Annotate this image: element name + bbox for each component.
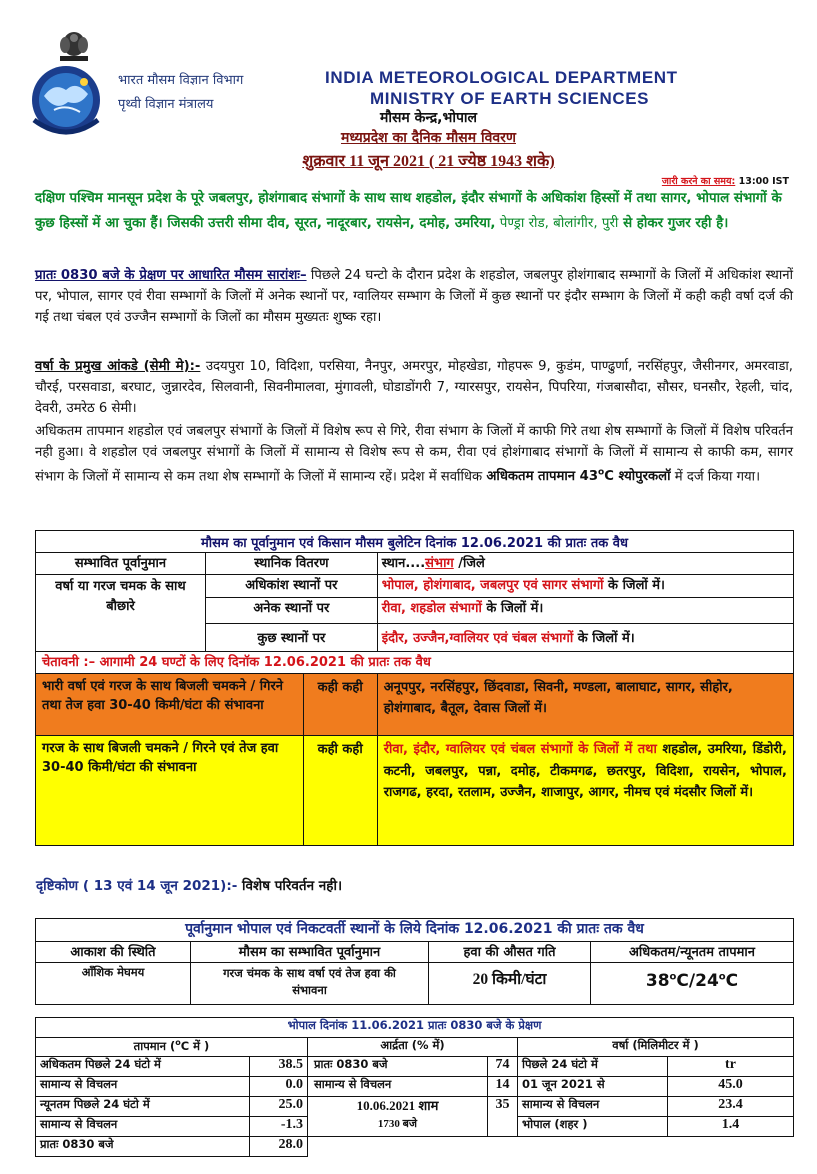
sky-value: आँशिक मेघमय [36, 963, 191, 1005]
ministry-name-english: MINISTRY OF EARTH SCIENCES [370, 89, 650, 108]
yellow-places-black: शहडोल, उमरिया, डिंडोरी, कटनी, जबलपुर, पन्ना, दमोह, टीकमगढ, छतरपुर, विदिशा, रायसेन, भोपाल, राजगढ, हरदा, रतलाम, उज्जैन, शाजापुर, आगर, नीमच एवं मंदसौर जिलों में। [383, 742, 787, 800]
dept-name-english: INDIA METEOROLOGICAL DEPARTMENT [325, 68, 678, 87]
bhopal-forecast-title: पूर्वानुमान भोपाल एवं निकटवर्ती स्थानों के लिये दिनांक 12.06.2021 की प्रातः तक वैध [36, 919, 794, 942]
yellow-places [377, 736, 793, 846]
obs-temp-value: -1.3 [250, 1117, 308, 1137]
bhopal-forecast-table [35, 918, 794, 1005]
forecast-place-3 [377, 624, 793, 652]
forecast-place-1-red: भोपाल, होशंगाबाद, जबलपुर एवं सागर संभागों [381, 578, 604, 593]
forecast-col-header-1: सम्भावित पूर्वानुमान [36, 553, 206, 575]
obs-rain-label: पिछले 24 घंटो में [518, 1057, 668, 1077]
forecast-place-1 [377, 575, 793, 598]
col3-division-label: संभाग [425, 556, 454, 571]
monsoon-end: से होकर गुजर रही है। [618, 216, 729, 231]
obs-temp-label: न्यूनतम पिछले 24 घंटो में [36, 1097, 250, 1117]
obs-rain-value: 23.4 [668, 1097, 794, 1117]
obs-humid-label: सामान्य से विचलन [308, 1077, 488, 1097]
obs-humid-label [308, 1097, 488, 1137]
deg-1: o [669, 971, 677, 983]
bulletin-title: मध्यप्रदेश का दैनिक मौसम विवरण [340, 130, 516, 146]
humidity-obs-header: आर्द्रता (% में) [308, 1038, 518, 1057]
obs-humid-evening-date: 10.06.2021 शाम [356, 1098, 439, 1113]
weather-summary [35, 265, 793, 328]
dept-name-hindi: भारत मौसम विज्ञान विभाग [118, 73, 244, 88]
obs-temp-label: सामान्य से विचलन [36, 1117, 250, 1137]
temp-value [591, 963, 794, 1005]
obs-temp-value: 25.0 [250, 1097, 308, 1117]
monsoon-status [35, 186, 793, 236]
rainfall-text: उदयपुरा 10, विदिशा, परसिया, नैनपुर, अमरपुर, मोहखेडा, गोहपरू 9, कुडंम, पाण्ढुर्णा, नरसिंहपुर, जैसीनगर, अमरवाडा, चौरई, परसवाडा, बरघाट, जुन्नारदेव, सिलवानी, सिवनीमालवा, मुंगावली, घोडाडोंगरी 7, ग्यारसपुर, रायसेन, पिपरिया, गंजबासौदा, सौसर, घनसौर, रेहली, चांद, देवरी, उमरेठ 6 सेमी। [35, 359, 793, 416]
orange-extent: कही कही [303, 674, 377, 736]
forecast-place-3-red: इंदौर, उज्जैन,ग्वालियर एवं चंबल संभागों [381, 631, 574, 646]
temperature-text: अधिकतम तापमान शहडोल एवं जबलपुर संभागों के जिलों में विशेष रूप से गिरे, रीवा संभाग के जिलों में काफी गिरे तथा शेष सम्भागों के जिलों में विशेष परिवर्तन नही हुआ। वे शहडोल एवं जबलपुर संभागों के जिलों में सामान्य से विशेष रूप से कम, रीवा एवं होशंगाबाद संभागों के जिलों में सामान्य से काफी कम, सागर संभाग के जिलों में सामान्य से कम तथा शेष सम्भागों के जिलों में सामान्य रहें। प्रदेश में सर्वाधिक [35, 424, 793, 485]
obs-humid-value: 35 [488, 1097, 518, 1137]
forecast-place-1-black: के जिलों में। [603, 578, 665, 593]
obs-rain-label: भोपाल (शहर ) [518, 1117, 668, 1137]
yellow-places-red: रीवा, इंदौर, ग्वालियर एवं चंबल संभागों के जिलों में तथा [383, 742, 657, 757]
temp-min: 24 [695, 971, 719, 991]
max-temp-place: C श्योपुरकलॉ [604, 469, 671, 485]
obs-rain-value: tr [668, 1057, 794, 1077]
obs-temp-label: सामान्य से विचलन [36, 1077, 250, 1097]
temperature-end: में दर्ज किया गया। [670, 469, 761, 485]
deg-2: o [718, 971, 726, 983]
wind-value: 20 किमी/घंटा [429, 963, 591, 1005]
forecast-dist-3: कुछ स्थानों पर [206, 624, 378, 652]
weather-header: मौसम का सम्भावित पूर्वानुमान [191, 942, 429, 963]
weather-value: गरज चंमक के साथ वर्षा एवं तेज हवा की संभावना [191, 963, 429, 1005]
obs-temp-value: 38.5 [250, 1057, 308, 1077]
col3-place-label: स्थान.... [381, 556, 426, 571]
forecast-dist-1: अधिकांश स्थानों पर [206, 575, 378, 598]
obs-humid-value: 74 [488, 1057, 518, 1077]
observation-title: भोपाल दिनांक 11.06.2021 प्रातः 0830 बजे के प्रेक्षण [36, 1018, 794, 1038]
obs-rain-label: 01 जून 2021 से [518, 1077, 668, 1097]
forecast-place-3-black: के जिलों में। [573, 631, 635, 646]
forecast-table [35, 530, 794, 846]
monsoon-places: पेण्ड्रा रोड, बोलांगीर, पुरी [495, 216, 619, 231]
centre-name: मौसम केन्द्र,भोपाल [379, 110, 478, 126]
temp-obs-header-text: तापमान ( [133, 1038, 176, 1053]
temp-obs-deg: o [175, 1038, 181, 1047]
outlook [36, 876, 342, 894]
temp-max: 38 [645, 971, 670, 991]
bulletin-date: शुक्रवार 11 जून 2021 ( 21 ज्येष्ठ 1943 शके) [302, 153, 555, 170]
issue-time-label: जारी करने का समय: [661, 176, 736, 187]
obs-rain-value: 45.0 [668, 1077, 794, 1097]
obs-temp-label: अधिकतम पिछले 24 घंटो में [36, 1057, 250, 1077]
summary-heading: प्रातः 0830 बजे के प्रेक्षण पर आधारित मौसम सारांशः– [35, 268, 307, 283]
yellow-extent: कही कही [303, 736, 377, 846]
observation-table [35, 1017, 794, 1157]
temp-header: अधिकतम/न्यूनतम तापमान [591, 942, 794, 963]
temp-obs-header-unit: C में ) [180, 1038, 210, 1053]
yellow-warning: गरज के साथ बिजली चमकने / गिरने एवं तेज हवा 30-40 किमी/घंटा की संभावना [36, 736, 304, 846]
degree-sign: o [598, 468, 605, 478]
outlook-text: विशेष परिवर्तन नही। [237, 878, 343, 894]
obs-rain-value: 1.4 [668, 1117, 794, 1137]
empty-cell [308, 1137, 794, 1157]
rain-obs-header: वर्षा (मिलिमीटर में ) [518, 1038, 794, 1057]
sky-header: आकाश की स्थिति [36, 942, 191, 963]
national-emblem-icon [54, 30, 94, 62]
forecast-col-header-2: स्थानिक वितरण [206, 553, 378, 575]
obs-temp-value: 0.0 [250, 1077, 308, 1097]
orange-places: अनूपपुर, नरसिंहपुर, छिंदवाडा, सिवनी, मण्डला, बालाघाट, सागर, सीहोर, होशंगाबाद, बैतूल, देवास जिलों में। [377, 674, 793, 736]
wind-header: हवा की औसत गति [429, 942, 591, 963]
forecast-dist-2: अनेक स्थानों पर [206, 598, 378, 624]
forecast-title: मौसम का पूर्वानुमान एवं किसान मौसम बुलेटिन दिनांक 12.06.2021 की प्रातः तक वैध [36, 531, 794, 553]
forecast-col-header-3 [377, 553, 793, 575]
ministry-name-hindi: पृथ्वी विज्ञान मंत्रालय [118, 97, 214, 112]
forecast-place-2 [377, 598, 793, 624]
forecast-place-2-black: के जिलों में। [481, 601, 544, 616]
obs-humid-value: 14 [488, 1077, 518, 1097]
warning-title: चेतावनी :– आगामी 24 घण्टों के लिए दिनॉक 12.06.2021 की प्रातः तक वैध [36, 652, 794, 674]
obs-rain-label: सामान्य से विचलन [518, 1097, 668, 1117]
summary-text: पिछले 24 घन्टो के दौरान प्रदेश के शहडोल, जबलपुर होशंगाबाद सम्भागों के जिलों में अधिकांश स्थानों पर, भोपाल, सागर एवं रीवा सम्भागों के जिलों में अनेक स्थानों पर, ग्वालियर सम्भाग के जिलों में कुछ स्थानों पर इंदौर सम्भाग के जिलों में कही कही वर्षा दर्ज की गई तथा चंबल एवं उज्जैन सम्भागों के जिलों का मौसम मुख्यतः शुष्क रहा। [35, 268, 793, 325]
forecast-phenomenon: वर्षा या गरज चमक के साथ बौछारे [36, 575, 206, 652]
monsoon-text: दक्षिण पश्चिम मानसून प्रदेश के पूरे जबलपुर, होशंगाबाद संभागों के साथ साथ शहडोल, इंदौर संभागों के अधिकांश हिस्सों में तथा सागर, भोपाल संभागों के कुछ हिस्सों में आ चुका हैं। जिसकी उत्तरी सीमा दीव, सूरत, नादूरबार, रायसेन, दमोह, उमरिया, [35, 191, 782, 231]
issue-time-value: 13:00 IST [738, 176, 789, 187]
temperature-summary [35, 421, 793, 487]
forecast-place-2-red: रीवा, शहडोल संभागों [381, 601, 482, 616]
outlook-label: दृष्टिकोण ( 13 एवं 14 जून 2021):- [36, 878, 238, 894]
obs-temp-label: प्रातः 0830 बजे [36, 1137, 250, 1157]
temp-slash: / [688, 971, 696, 991]
obs-temp-value: 28.0 [250, 1137, 308, 1157]
orange-warning: भारी वर्षा एवं गरज के साथ बिजली चमकने / गिरने तथा तेज हवा 30-40 किमी/घंटा की संभावना [36, 674, 304, 736]
celsius-2: C [725, 971, 739, 991]
rainfall-heading: वर्षा के प्रमुख आंकडे (सेमी मे):- [35, 359, 201, 374]
col3-district-label: /जिले [453, 556, 485, 571]
celsius-1: C [676, 971, 689, 991]
max-temperature [486, 469, 670, 484]
obs-humid-label: प्रातः 0830 बजे [308, 1057, 488, 1077]
max-temp-label: अधिकतम तापमान 43 [486, 469, 599, 485]
temp-obs-header [36, 1038, 308, 1057]
obs-humid-evening-time: 1730 बजे [377, 1118, 418, 1130]
rainfall-data [35, 356, 793, 419]
